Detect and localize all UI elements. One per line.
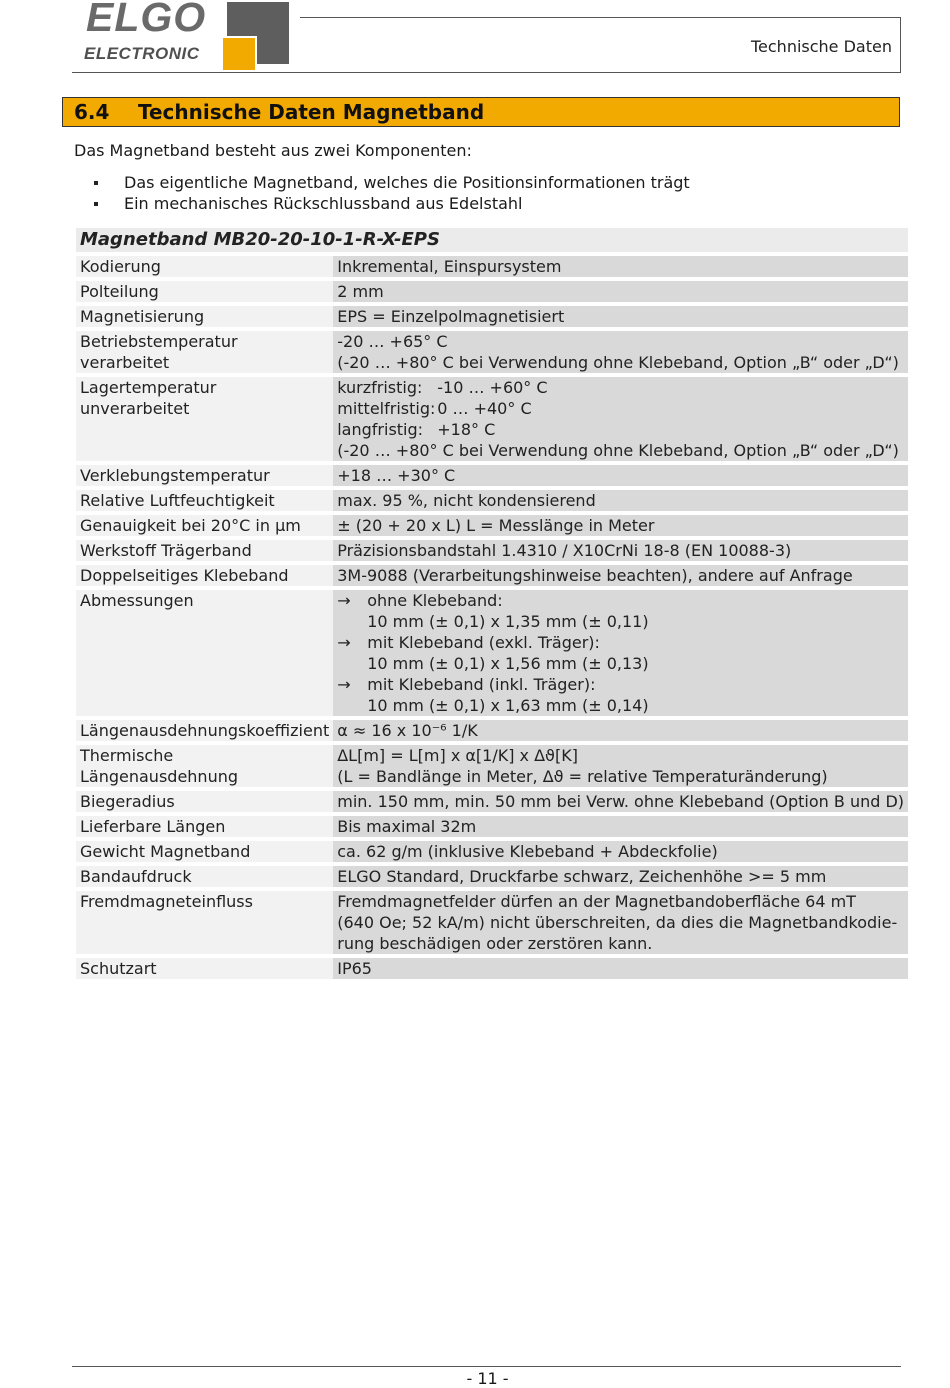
- table-row: [76, 841, 908, 862]
- table-row: [76, 891, 908, 954]
- table-row: [76, 281, 908, 302]
- value-line: (L = Bandlänge in Meter, Δϑ = relative Temperaturänderung): [337, 767, 828, 786]
- spec-value: [333, 256, 908, 277]
- spec-key: Thermische Längenausdehnung: [76, 745, 333, 787]
- term-label: langfristig:: [337, 420, 424, 439]
- spec-value: [333, 958, 908, 979]
- value-line: [337, 398, 904, 419]
- spec-key: Abmessungen: [76, 590, 333, 716]
- section-title: Technische Daten Magnetband: [138, 100, 485, 124]
- value-line: [337, 632, 904, 653]
- spec-value: [333, 306, 908, 327]
- table-row: [76, 720, 908, 741]
- spec-value: [333, 540, 908, 561]
- list-item: Ein mechanisches Rückschlussband aus Edelstahl: [92, 193, 690, 214]
- spec-key: Bandaufdruck: [76, 866, 333, 887]
- spec-key: Betriebstemperatur verarbeitet: [76, 331, 333, 373]
- dimension-text: mit Klebeband (inkl. Träger):: [367, 675, 596, 694]
- value-line: ΔL[m] = L[m] x α[1/K] x Δϑ[K]: [337, 746, 578, 765]
- spec-value: [333, 891, 908, 954]
- intro-text: Das Magnetband besteht aus zwei Komponenten:: [74, 141, 472, 160]
- spec-value: [333, 866, 908, 887]
- spec-value: [333, 590, 908, 716]
- spec-value: [333, 515, 908, 536]
- spec-value: [333, 377, 908, 461]
- value-line: EPS = Einzelpolmagnetisiert: [337, 307, 565, 326]
- table-row: [76, 816, 908, 837]
- value-line: [337, 674, 904, 695]
- value-line: [337, 653, 904, 674]
- elgo-logo: [82, 0, 292, 70]
- section-heading-bar: [62, 97, 900, 127]
- value-line: max. 95 %, nicht kondensierend: [337, 491, 596, 510]
- spec-value: [333, 565, 908, 586]
- value-line: [337, 377, 904, 398]
- component-list: [92, 172, 690, 214]
- value-line: (-20 … +80° C bei Verwendung ohne Klebeband, Option „B“ oder „D“): [337, 353, 899, 372]
- value-line: [337, 611, 904, 632]
- value-line: ELGO Standard, Druckfarbe schwarz, Zeichenhöhe >= 5 mm: [337, 867, 827, 886]
- table-row: [76, 540, 908, 561]
- dimension-text: 10 mm (± 0,1) x 1,35 mm (± 0,11): [367, 612, 649, 631]
- dimension-text: mit Klebeband (exkl. Träger):: [367, 633, 600, 652]
- arrow-right-icon: →: [337, 591, 351, 610]
- spec-value: [333, 720, 908, 741]
- value-line: α ≈ 16 x 10⁻⁶ 1/K: [337, 721, 478, 740]
- value-line: Bis maximal 32m: [337, 817, 477, 836]
- logo-subtitle: ELECTRONIC: [84, 44, 200, 63]
- arrow-right-icon: →: [337, 633, 351, 652]
- value-line: (640 Oe; 52 kA/m) nicht überschreiten, da dies die Magnetbandkodie-: [337, 913, 898, 932]
- spec-key: Doppelseitiges Klebeband: [76, 565, 333, 586]
- spec-value: [333, 465, 908, 486]
- spec-value: [333, 745, 908, 787]
- spec-key: Werkstoff Trägerband: [76, 540, 333, 561]
- value-line: IP65: [337, 959, 372, 978]
- spec-key: Polteilung: [76, 281, 333, 302]
- table-row: [76, 490, 908, 511]
- table-row: [76, 256, 908, 277]
- spec-key: Gewicht Magnetband: [76, 841, 333, 862]
- spec-key: Fremdmagneteinfluss: [76, 891, 333, 954]
- table-row: [76, 958, 908, 979]
- header-divider: [72, 72, 901, 73]
- term-value: 0 … +40° C: [437, 399, 532, 418]
- value-line: min. 150 mm, min. 50 mm bei Verw. ohne Klebeband (Option B und D): [337, 792, 905, 811]
- value-line: [337, 695, 904, 716]
- logo-orange-square: [221, 36, 257, 72]
- list-item: Das eigentliche Magnetband, welches die Positionsinformationen trägt: [92, 172, 690, 193]
- spec-value: [333, 791, 908, 812]
- value-line: -20 … +65° C: [337, 332, 448, 351]
- value-line: rung beschädigen oder zerstören kann.: [337, 934, 653, 953]
- value-line: Fremdmagnetfelder dürfen an der Magnetbandoberfläche 64 mT: [337, 892, 856, 911]
- spec-key: Kodierung: [76, 256, 333, 277]
- value-line: Präzisionsbandstahl 1.4310 / X10CrNi 18-8 (EN 10088-3): [337, 541, 792, 560]
- value-line: Inkremental, Einspursystem: [337, 257, 562, 276]
- section-number: 6.4: [74, 100, 110, 124]
- page-number: - 11 -: [466, 1369, 509, 1388]
- spec-key: Relative Luftfeuchtigkeit: [76, 490, 333, 511]
- dimension-text: ohne Klebeband:: [367, 591, 503, 610]
- spec-value: [333, 490, 908, 511]
- value-line: +18 … +30° C: [337, 466, 456, 485]
- spec-key: Biegeradius: [76, 791, 333, 812]
- dimension-text: 10 mm (± 0,1) x 1,63 mm (± 0,14): [367, 696, 649, 715]
- value-line: [337, 419, 904, 440]
- value-line: ca. 62 g/m (inklusive Klebeband + Abdeckfolie): [337, 842, 718, 861]
- header-title: Technische Daten: [750, 37, 892, 56]
- footer-divider: [72, 1366, 901, 1367]
- term-value: -10 … +60° C: [437, 378, 548, 397]
- spec-value: [333, 331, 908, 373]
- spec-value: [333, 816, 908, 837]
- term-value: +18° C: [437, 420, 496, 439]
- term-label: mittelfristig:: [337, 399, 436, 418]
- spec-table: [76, 228, 908, 983]
- spec-value: [333, 281, 908, 302]
- spec-key: Genauigkeit bei 20°C in µm: [76, 515, 333, 536]
- logo-wordmark: ELGO: [86, 0, 207, 40]
- value-line: [337, 590, 904, 611]
- term-label: kurzfristig:: [337, 378, 423, 397]
- spec-key: Schutzart: [76, 958, 333, 979]
- table-row: [76, 745, 908, 787]
- spec-key: Lieferbare Längen: [76, 816, 333, 837]
- table-row: [76, 331, 908, 373]
- spec-table-body: [76, 256, 908, 979]
- arrow-right-icon: →: [337, 675, 351, 694]
- table-row: [76, 377, 908, 461]
- dimension-text: 10 mm (± 0,1) x 1,56 mm (± 0,13): [367, 654, 649, 673]
- table-caption: Magnetband MB20-20-10-1-R-X-EPS: [76, 228, 908, 252]
- spec-key: Längenausdehnungskoeffizient: [76, 720, 333, 741]
- value-line: 3M-9088 (Verarbeitungshinweise beachten), andere auf Anfrage: [337, 566, 853, 585]
- spec-key: Verklebungstemperatur: [76, 465, 333, 486]
- table-row: [76, 590, 908, 716]
- table-row: [76, 866, 908, 887]
- value-line: ± (20 + 20 x L) L = Messlänge in Meter: [337, 516, 655, 535]
- value-line: 2 mm: [337, 282, 384, 301]
- table-row: [76, 565, 908, 586]
- spec-value: [333, 841, 908, 862]
- table-row: [76, 515, 908, 536]
- spec-key: Lagertemperatur unverarbeitet: [76, 377, 333, 461]
- table-row: [76, 306, 908, 327]
- spec-key: Magnetisierung: [76, 306, 333, 327]
- table-row: [76, 791, 908, 812]
- value-line: (-20 … +80° C bei Verwendung ohne Klebeband, Option „B“ oder „D“): [337, 441, 899, 460]
- table-row: [76, 465, 908, 486]
